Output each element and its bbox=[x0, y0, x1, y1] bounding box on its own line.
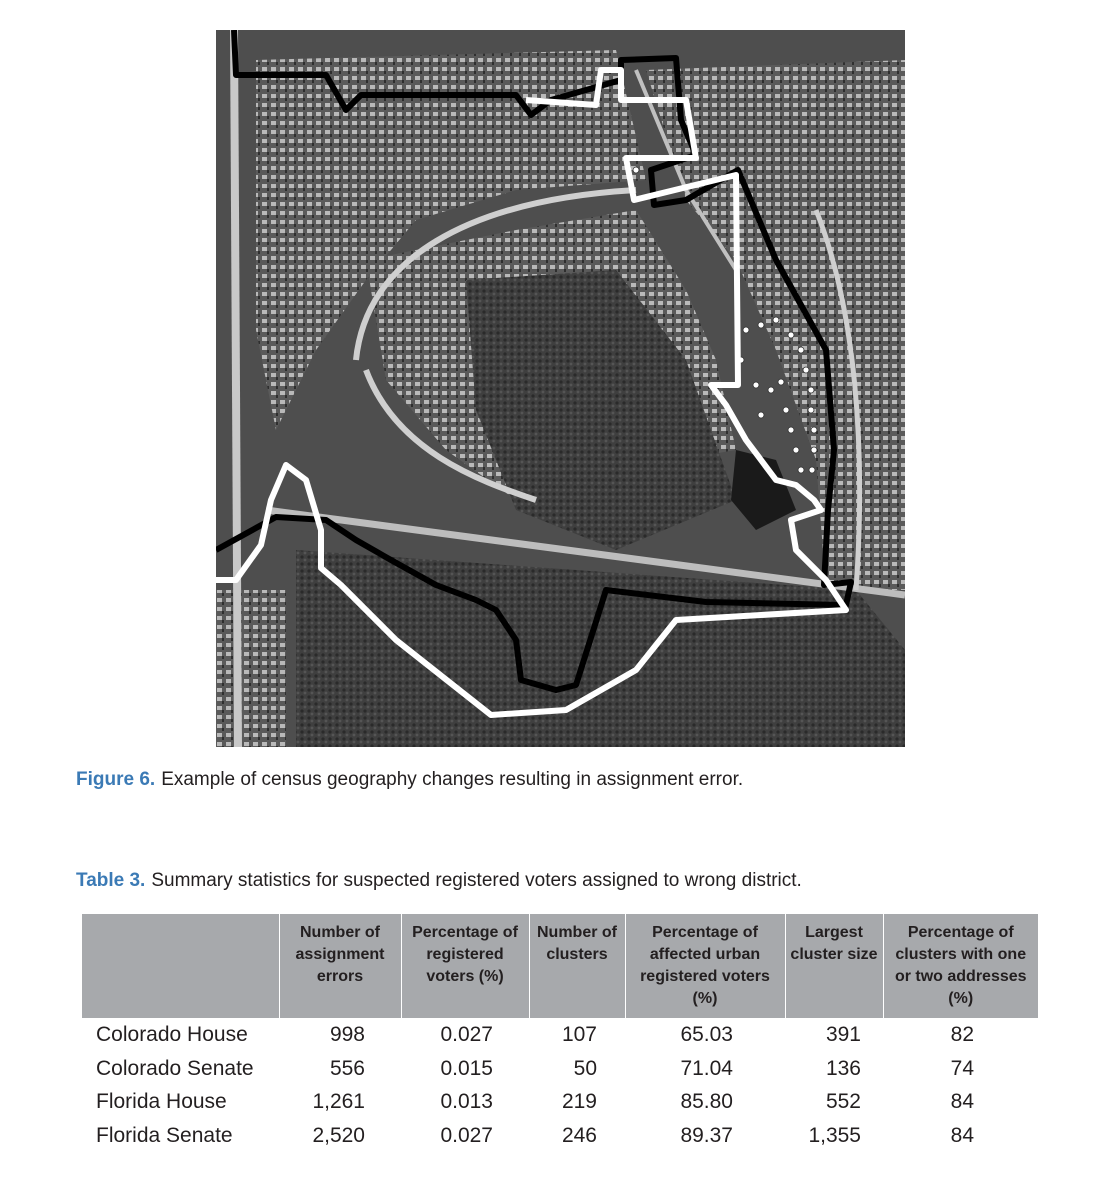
cell-clusters: 107 bbox=[561, 1023, 597, 1046]
header-percentage-registered-voters: Percentage of registered voters (%) bbox=[401, 914, 529, 1018]
table-header-row bbox=[82, 914, 1038, 1018]
row-name: Florida House bbox=[96, 1090, 227, 1113]
figure-6-map bbox=[216, 30, 905, 747]
cell-errors: 1,261 bbox=[312, 1090, 365, 1113]
cell-pct-registered: 0.027 bbox=[440, 1023, 493, 1046]
figure-caption bbox=[76, 768, 743, 792]
table-caption-text: Summary statistics for suspected registered voters assigned to wrong district. bbox=[151, 870, 802, 891]
cell-clusters: 219 bbox=[561, 1090, 597, 1113]
header-number-of-clusters: Number of clusters bbox=[529, 914, 625, 1018]
cell-pct-one-two: 82 bbox=[950, 1023, 974, 1046]
cell-largest: 1,355 bbox=[808, 1123, 861, 1147]
header-row-label bbox=[82, 914, 279, 1018]
cell-pct-one-two: 84 bbox=[950, 1090, 974, 1113]
cell-pct-urban: 65.03 bbox=[680, 1023, 733, 1046]
cell-errors: 2,520 bbox=[312, 1123, 365, 1147]
cell-clusters: 50 bbox=[573, 1056, 597, 1080]
cell-pct-registered: 0.015 bbox=[440, 1056, 493, 1080]
cell-pct-urban: 89.37 bbox=[680, 1123, 733, 1147]
summary-statistics-table bbox=[82, 914, 1038, 1152]
figure-caption-text: Example of census geography changes resulting in assignment error. bbox=[161, 769, 744, 790]
figure-label: Figure 6. bbox=[76, 769, 156, 790]
cell-pct-registered: 0.013 bbox=[440, 1090, 493, 1113]
table-caption bbox=[76, 869, 802, 893]
header-percentage-one-two-addresses: Percentage of clusters with one or two addresses (%) bbox=[883, 914, 1038, 1018]
cell-pct-urban: 85.80 bbox=[680, 1090, 733, 1113]
table-row bbox=[82, 1018, 1038, 1052]
cell-largest: 136 bbox=[825, 1056, 861, 1080]
cell-errors: 998 bbox=[329, 1023, 365, 1046]
cell-pct-urban: 71.04 bbox=[680, 1056, 733, 1080]
cell-pct-one-two: 84 bbox=[950, 1123, 974, 1147]
table-label: Table 3. bbox=[76, 870, 146, 891]
cell-pct-registered: 0.027 bbox=[440, 1123, 493, 1147]
header-percentage-affected-urban: Percentage of affected urban registered voters (%) bbox=[625, 914, 785, 1018]
cell-largest: 391 bbox=[825, 1023, 861, 1046]
row-name: Colorado House bbox=[96, 1023, 248, 1046]
header-number-of-assignment-errors: Number of assignment errors bbox=[279, 914, 401, 1018]
cell-largest: 552 bbox=[825, 1090, 861, 1113]
cell-clusters: 246 bbox=[561, 1123, 597, 1147]
table-row bbox=[82, 1052, 1038, 1086]
cell-errors: 556 bbox=[329, 1056, 365, 1080]
table-row bbox=[82, 1085, 1038, 1119]
header-largest-cluster-size: Largest cluster size bbox=[785, 914, 883, 1018]
row-name: Florida Senate bbox=[96, 1123, 233, 1147]
cell-pct-one-two: 74 bbox=[950, 1056, 974, 1080]
row-name: Colorado Senate bbox=[96, 1056, 254, 1080]
table-row bbox=[82, 1119, 1038, 1153]
satellite-map-icon bbox=[216, 30, 905, 747]
